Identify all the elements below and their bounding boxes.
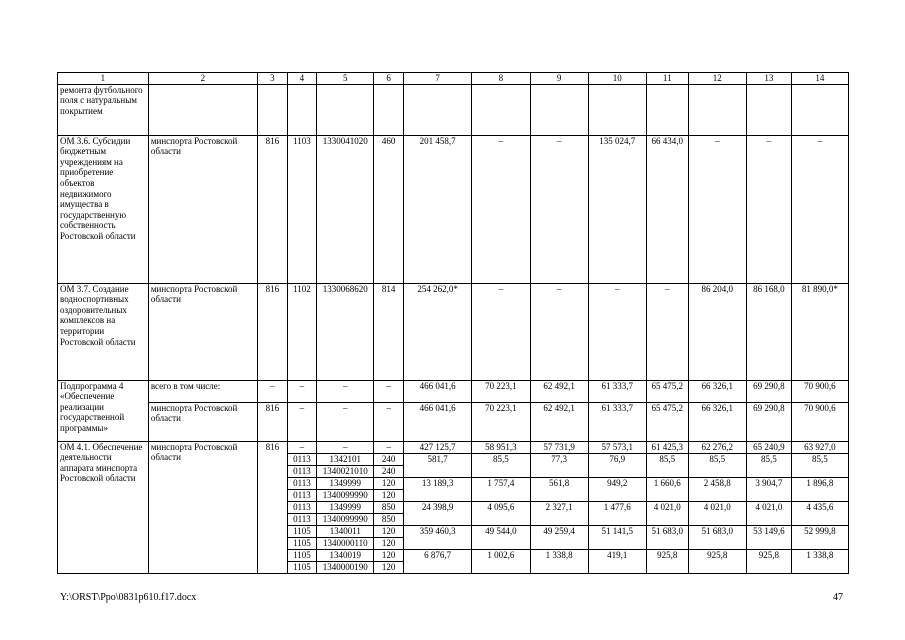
value-cell: 4 021,0 bbox=[746, 501, 791, 525]
csr-cell: 1340099990 bbox=[317, 513, 374, 525]
value-cell: 4 021,0 bbox=[646, 501, 688, 525]
col-header: 8 bbox=[472, 73, 530, 85]
rzpr-cell: 1102 bbox=[287, 283, 317, 380]
executor-cell: всего в том числе: bbox=[148, 380, 257, 402]
vr-cell: – bbox=[374, 441, 404, 453]
value-cell: 561,8 bbox=[530, 477, 588, 501]
value-cell: 925,8 bbox=[746, 549, 791, 573]
rzpr-cell: 1105 bbox=[287, 561, 317, 573]
vr-cell: 120 bbox=[374, 537, 404, 549]
csr-cell: 1340000190 bbox=[317, 561, 374, 573]
col-header: 7 bbox=[403, 73, 471, 85]
vr-cell: 120 bbox=[374, 489, 404, 501]
csr-cell: – bbox=[317, 380, 374, 402]
value-cell: 61 425,3 bbox=[646, 441, 688, 453]
value-cell: 4 435,6 bbox=[791, 501, 848, 525]
value-cell: 2 458,8 bbox=[688, 477, 746, 501]
value-cell: 1 002,6 bbox=[472, 549, 530, 573]
program-name-cell: ремонта футбольного поля с натуральным покрытием bbox=[58, 84, 149, 135]
value-cell: 65 475,2 bbox=[646, 380, 688, 402]
value-cell: 49 544,0 bbox=[472, 525, 530, 549]
csr-cell: – bbox=[317, 402, 374, 441]
csr-cell: 1342101 bbox=[317, 453, 374, 465]
column-number-row bbox=[58, 73, 849, 85]
rzpr-cell: 0113 bbox=[287, 465, 317, 477]
value-cell: 925,8 bbox=[646, 549, 688, 573]
program-name-cell: ОМ 3.7. Создание водноспортивных оздоровительных комплексов на территории Ростовской области bbox=[58, 283, 149, 380]
csr-cell: 1330068620 bbox=[317, 283, 374, 380]
grbs-cell: 816 bbox=[258, 135, 288, 283]
value-cell: 70 223,1 bbox=[472, 380, 530, 402]
value-cell: 58 951,3 bbox=[472, 441, 530, 453]
value-cell: 81 890,0* bbox=[791, 283, 848, 380]
rzpr-cell: 0113 bbox=[287, 489, 317, 501]
value-cell: 51 683,0 bbox=[688, 525, 746, 549]
csr-cell: 1330041020 bbox=[317, 135, 374, 283]
value-cell: 70 900,6 bbox=[791, 380, 848, 402]
executor-cell: минспорта Ростовской области bbox=[148, 283, 257, 380]
rzpr-cell: – bbox=[287, 380, 317, 402]
col-header: 12 bbox=[688, 73, 746, 85]
program-name-cell: ОМ 4.1. Обеспечение деятельности аппарата минспорта Ростовской области bbox=[58, 441, 149, 573]
value-cell: 466 041,6 bbox=[403, 402, 471, 441]
value-cell: 57 731,9 bbox=[530, 441, 588, 453]
csr-cell: 1340099990 bbox=[317, 489, 374, 501]
value-cell: 86 204,0 bbox=[688, 283, 746, 380]
vr-cell: 814 bbox=[374, 283, 404, 380]
rzpr-cell: – bbox=[287, 441, 317, 453]
vr-cell: 850 bbox=[374, 501, 404, 513]
value-cell: 1 896,8 bbox=[791, 477, 848, 501]
col-header: 6 bbox=[374, 73, 404, 85]
value-cell: 4 095,6 bbox=[472, 501, 530, 525]
value-cell: 419,1 bbox=[588, 549, 646, 573]
budget-table bbox=[57, 72, 849, 574]
vr-cell: 240 bbox=[374, 465, 404, 477]
value-cell: 85,5 bbox=[746, 453, 791, 477]
value-cell: 85,5 bbox=[472, 453, 530, 477]
value-cell: 57 573,1 bbox=[588, 441, 646, 453]
value-cell: 3 904,7 bbox=[746, 477, 791, 501]
vr-cell: – bbox=[374, 402, 404, 441]
value-cell: 49 259,4 bbox=[530, 525, 588, 549]
value-cell: – bbox=[588, 283, 646, 380]
value-cell: – bbox=[472, 283, 530, 380]
csr-cell: 1349999 bbox=[317, 501, 374, 513]
value-cell: 24 398,9 bbox=[403, 501, 471, 525]
value-cell: 65 475,2 bbox=[646, 402, 688, 441]
grbs-cell: 816 bbox=[258, 441, 288, 573]
value-cell: 85,5 bbox=[791, 453, 848, 477]
value-cell: 70 223,1 bbox=[472, 402, 530, 441]
vr-cell: 460 bbox=[374, 135, 404, 283]
grbs-cell: 816 bbox=[258, 283, 288, 380]
rzpr-cell: 0113 bbox=[287, 513, 317, 525]
col-header: 2 bbox=[148, 73, 257, 85]
value-cell: 135 024,7 bbox=[588, 135, 646, 283]
value-cell: 85,5 bbox=[688, 453, 746, 477]
value-cell: 2 327,1 bbox=[530, 501, 588, 525]
value-cell: 62 276,2 bbox=[688, 441, 746, 453]
value-cell: – bbox=[791, 135, 848, 283]
page-number: 47 bbox=[833, 592, 843, 603]
value-cell: – bbox=[746, 135, 791, 283]
grbs-cell: – bbox=[258, 380, 288, 402]
rzpr-cell: 1103 bbox=[287, 135, 317, 283]
value-cell: 85,5 bbox=[646, 453, 688, 477]
value-cell: 1 660,6 bbox=[646, 477, 688, 501]
csr-cell: 1349999 bbox=[317, 477, 374, 489]
csr-cell: 1340011 bbox=[317, 525, 374, 537]
value-cell: – bbox=[646, 283, 688, 380]
col-header: 11 bbox=[646, 73, 688, 85]
col-header: 1 bbox=[58, 73, 149, 85]
value-cell: – bbox=[688, 135, 746, 283]
table-row bbox=[58, 380, 849, 402]
value-cell: 581,7 bbox=[403, 453, 471, 477]
value-cell: 53 149,6 bbox=[746, 525, 791, 549]
executor-cell: минспорта Ростовской области bbox=[148, 135, 257, 283]
program-name-cell: ОМ 3.6. Субсидии бюджетным учреждениям на приобретение объектов недвижимого имущества в государственную собственность Ростовской области bbox=[58, 135, 149, 283]
rzpr-cell: 1105 bbox=[287, 549, 317, 561]
value-cell: 51 141,5 bbox=[588, 525, 646, 549]
value-cell: 1 757,4 bbox=[472, 477, 530, 501]
vr-cell: 240 bbox=[374, 453, 404, 465]
value-cell: 359 460,3 bbox=[403, 525, 471, 549]
value-cell: 65 240,9 bbox=[746, 441, 791, 453]
rzpr-cell: 1105 bbox=[287, 525, 317, 537]
col-header: 13 bbox=[746, 73, 791, 85]
value-cell: 1 338,8 bbox=[530, 549, 588, 573]
value-cell: 201 458,7 bbox=[403, 135, 471, 283]
col-header: 14 bbox=[791, 73, 848, 85]
vr-cell: 120 bbox=[374, 477, 404, 489]
csr-cell: 1340000110 bbox=[317, 537, 374, 549]
value-cell: – bbox=[530, 283, 588, 380]
rzpr-cell: – bbox=[287, 402, 317, 441]
value-cell: 70 900,6 bbox=[791, 402, 848, 441]
value-cell: 925,8 bbox=[688, 549, 746, 573]
col-header: 5 bbox=[317, 73, 374, 85]
value-cell: 66 326,1 bbox=[688, 380, 746, 402]
value-cell: 6 876,7 bbox=[403, 549, 471, 573]
value-cell: 4 021,0 bbox=[688, 501, 746, 525]
col-header: 3 bbox=[258, 73, 288, 85]
value-cell: 62 492,1 bbox=[530, 402, 588, 441]
value-cell: 63 927,0 bbox=[791, 441, 848, 453]
table-row bbox=[58, 402, 849, 441]
csr-cell: 1340019 bbox=[317, 549, 374, 561]
vr-cell: – bbox=[374, 380, 404, 402]
value-cell: 66 434,0 bbox=[646, 135, 688, 283]
value-cell: – bbox=[530, 135, 588, 283]
grbs-cell: 816 bbox=[258, 402, 288, 441]
value-cell: 61 333,7 bbox=[588, 402, 646, 441]
vr-cell: 120 bbox=[374, 561, 404, 573]
value-cell: 52 999,8 bbox=[791, 525, 848, 549]
table-row bbox=[58, 135, 849, 283]
value-cell: – bbox=[472, 135, 530, 283]
vr-cell: 850 bbox=[374, 513, 404, 525]
vr-cell: 120 bbox=[374, 525, 404, 537]
csr-cell: 1340021010 bbox=[317, 465, 374, 477]
program-name-cell: Подпрограмма 4 «Обеспечение реализации государственной программы» bbox=[58, 380, 149, 441]
rzpr-cell: 0113 bbox=[287, 453, 317, 465]
value-cell: 51 683,0 bbox=[646, 525, 688, 549]
rzpr-cell: 0113 bbox=[287, 501, 317, 513]
table-row bbox=[58, 283, 849, 380]
value-cell: 62 492,1 bbox=[530, 380, 588, 402]
table-row bbox=[58, 441, 849, 453]
value-cell: 61 333,7 bbox=[588, 380, 646, 402]
value-cell: 1 338,8 bbox=[791, 549, 848, 573]
value-cell: 1 477,6 bbox=[588, 501, 646, 525]
col-header: 10 bbox=[588, 73, 646, 85]
vr-cell: 120 bbox=[374, 549, 404, 561]
executor-cell: минспорта Ростовской области bbox=[148, 402, 257, 441]
col-header: 9 bbox=[530, 73, 588, 85]
table-row bbox=[58, 84, 849, 135]
value-cell: 949,2 bbox=[588, 477, 646, 501]
value-cell: 76,9 bbox=[588, 453, 646, 477]
document-path: Y:\ORST\Ppo\0831p610.f17.docx bbox=[60, 592, 197, 603]
rzpr-cell: 1105 bbox=[287, 537, 317, 549]
value-cell: 69 290,8 bbox=[746, 402, 791, 441]
value-cell: 13 189,3 bbox=[403, 477, 471, 501]
value-cell: 66 326,1 bbox=[688, 402, 746, 441]
col-header: 4 bbox=[287, 73, 317, 85]
value-cell: 69 290,8 bbox=[746, 380, 791, 402]
value-cell: 254 262,0* bbox=[403, 283, 471, 380]
value-cell: 427 125,7 bbox=[403, 441, 471, 453]
executor-cell: минспорта Ростовской области bbox=[148, 441, 257, 573]
value-cell: 86 168,0 bbox=[746, 283, 791, 380]
rzpr-cell: 0113 bbox=[287, 477, 317, 489]
csr-cell: – bbox=[317, 441, 374, 453]
value-cell: 466 041,6 bbox=[403, 380, 471, 402]
value-cell: 77,3 bbox=[530, 453, 588, 477]
